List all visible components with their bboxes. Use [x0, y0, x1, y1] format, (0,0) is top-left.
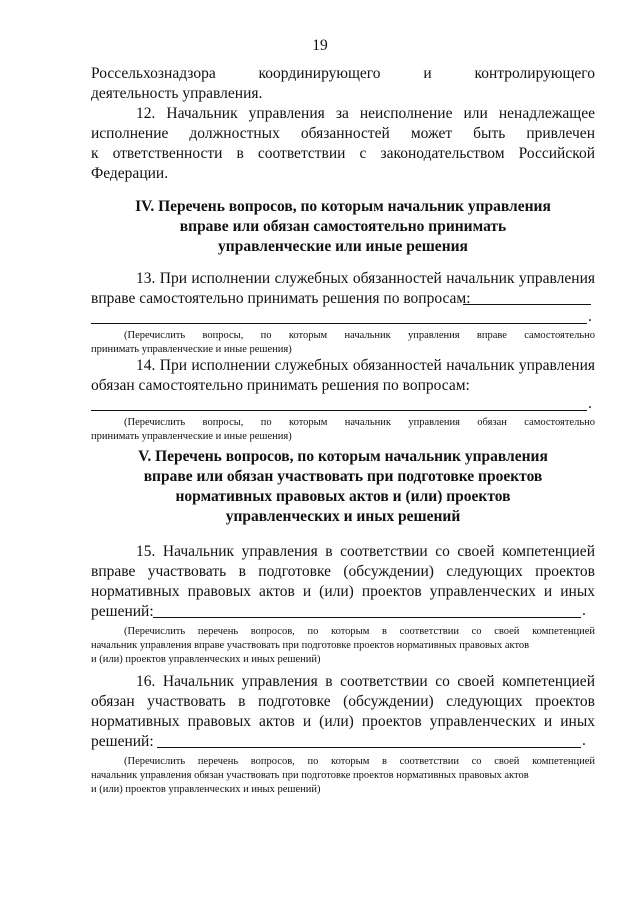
section-4-heading-line-1: IV. Перечень вопросов, по которым начальник управления — [135, 198, 551, 215]
clause-16-note-line-1: (Перечислить перечень вопросов, по которым в соответствии со своей компетенцией — [124, 756, 595, 767]
clause-14-line-2: обязан самостоятельно принимать решения по вопросам: — [91, 377, 470, 394]
clause-16-period: . — [582, 732, 586, 749]
clause-16-line-4: решений: — [91, 733, 154, 750]
clause-13-line-2: вправе самостоятельно принимать решения по вопросам: — [91, 290, 471, 307]
clause-15-line-2: вправе участвовать в подготовке (обсуждении) следующих проектов — [91, 563, 595, 580]
clause-13-line-1: 13. При исполнении служебных обязанностей начальник управления — [136, 270, 595, 287]
clause-13-note-line-2: принимать управленческие и иные решения) — [91, 344, 292, 355]
intro-line-2: деятельность управления. — [91, 85, 263, 102]
section-5-heading-line-1: V. Перечень вопросов, по которым начальник управления — [138, 448, 548, 465]
clause-15-note-line-2: начальник управления вправе участвовать при подготовке проектов нормативных правовых актов — [91, 640, 530, 651]
clause-12-line-3: к ответственности в соответствии с законодательством Российской — [91, 145, 595, 162]
clause-15-line-4: решений: — [91, 603, 154, 620]
clause-13-fill-line-2 — [91, 323, 587, 324]
clause-16-fill-line — [157, 747, 581, 748]
clause-14-period: . — [588, 395, 592, 412]
clause-13-period: . — [588, 308, 592, 325]
clause-12-line-2: исполнение должностных обязанностей может быть привлечен — [91, 125, 595, 142]
clause-14-fill-line — [91, 410, 587, 411]
clause-13-note-line-1: (Перечислить вопросы, по которым начальник управления вправе самостоятельно — [124, 330, 595, 341]
section-5-heading-line-4: управленческих и иных решений — [225, 508, 461, 525]
clause-14-note-line-2: принимать управленческие и иные решения) — [91, 431, 292, 442]
clause-16-line-2: обязан участвовать в подготовке (обсуждении) следующих проектов — [91, 693, 595, 710]
clause-15-note-line-1: (Перечислить перечень вопросов, по которым в соответствии со своей компетенцией — [124, 626, 595, 637]
section-4-heading-line-2: вправе или обязан самостоятельно принимать — [179, 218, 507, 235]
clause-15-line-3: нормативных правовых актов и (или) проектов управленческих и иных — [91, 583, 595, 600]
clause-15-note-line-3: и (или) проектов управленческих и иных решений) — [91, 654, 321, 665]
clause-15-fill-line — [153, 617, 581, 618]
clause-12-line-1: 12. Начальник управления за неисполнение или ненадлежащее — [136, 105, 595, 122]
clause-14-line-1: 14. При исполнении служебных обязанностей начальник управления — [136, 357, 595, 374]
page-number: 19 — [312, 37, 328, 54]
clause-13-fill-line-1 — [463, 304, 591, 305]
clause-14-note-line-1: (Перечислить вопросы, по которым начальник управления обязан самостоятельно — [124, 417, 595, 428]
section-5-heading-line-3: нормативных правовых актов и (или) проектов — [175, 488, 511, 505]
intro-line-1: Россельхознадзора координирующего и контролирующего — [91, 65, 595, 82]
clause-16-line-1: 16. Начальник управления в соответствии со своей компетенцией — [136, 673, 595, 690]
section-5-heading-line-2: вправе или обязан участвовать при подготовке проектов — [143, 468, 543, 485]
clause-16-line-3: нормативных правовых актов и (или) проектов управленческих и иных — [91, 713, 595, 730]
clause-15-period: . — [582, 602, 586, 619]
clause-15-line-1: 15. Начальник управления в соответствии со своей компетенцией — [136, 543, 595, 560]
clause-12-line-4: Федерации. — [91, 165, 169, 182]
clause-16-note-line-2: начальник управления обязан участвовать при подготовке проектов нормативных правовых актов — [91, 770, 529, 781]
clause-16-note-line-3: и (или) проектов управленческих и иных решений) — [91, 784, 321, 795]
section-4-heading-line-3: управленческие или иные решения — [218, 238, 468, 255]
